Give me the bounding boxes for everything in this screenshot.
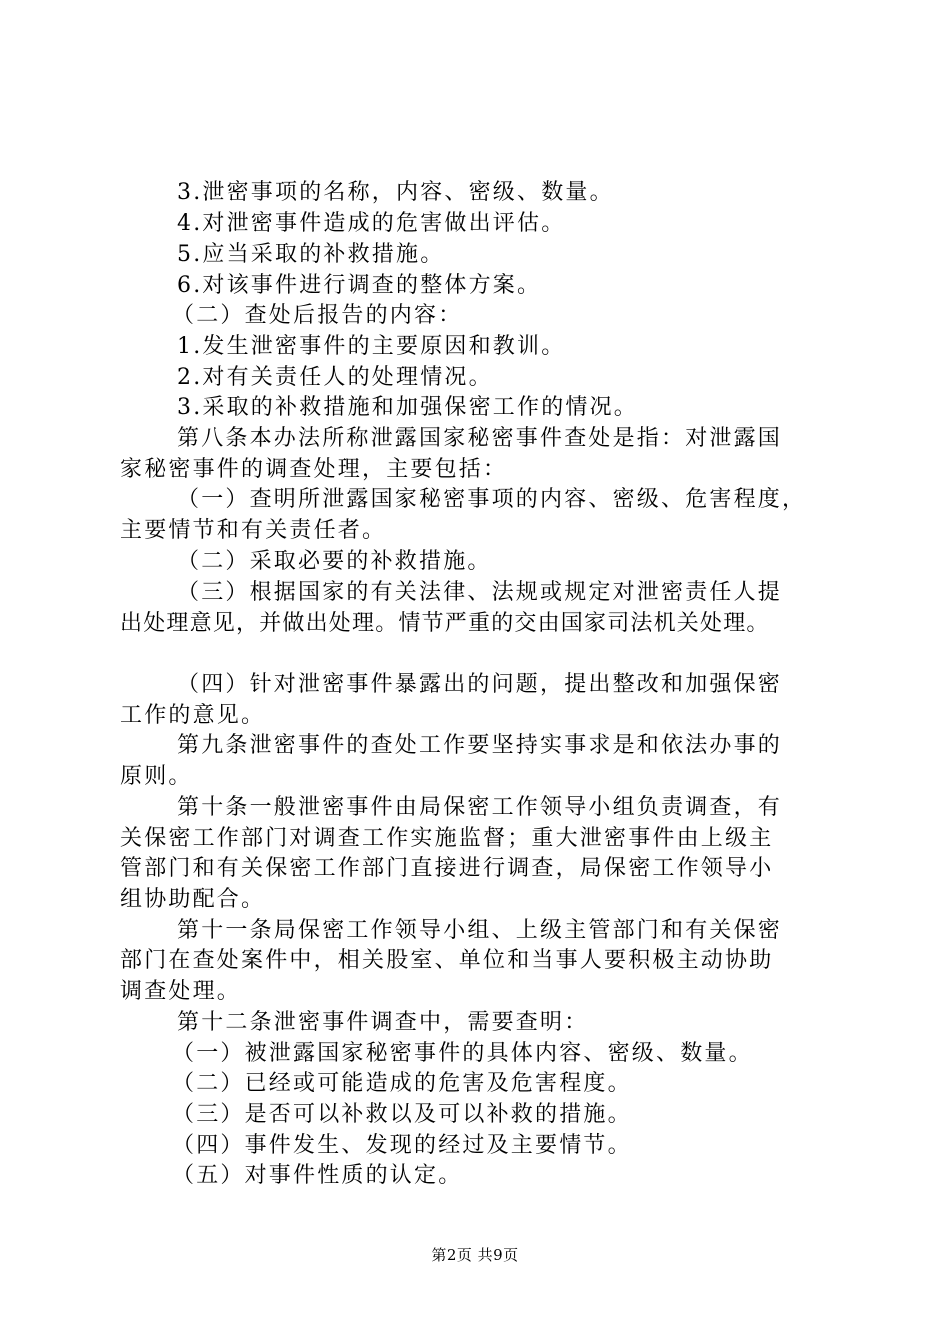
- text-line: （一）被泄露国家秘密事件的具体内容、密级、数量。: [172, 1041, 753, 1066]
- text-line: 调查处理。: [120, 979, 242, 1004]
- text-line: 组协助配合。: [120, 887, 266, 912]
- text-line: 家秘密事件的调查处理，主要包括：: [120, 457, 508, 482]
- text-line: （三）是否可以补救以及可以补救的措施。: [172, 1102, 632, 1127]
- text-line: 2.对有关责任人的处理情况。: [177, 365, 493, 390]
- text-line: （三）根据国家的有关法律、法规或规定对泄密责任人提: [177, 580, 783, 605]
- text-line: 原则。: [120, 764, 193, 789]
- text-line: 主要情节和有关责任者。: [120, 518, 387, 543]
- text-line: （五）对事件性质的认定。: [172, 1163, 463, 1188]
- text-line: 3.采取的补救措施和加强保密工作的情况。: [177, 395, 638, 420]
- text-line: 第十二条泄密事件调查中，需要查明：: [177, 1010, 589, 1035]
- text-line: 第九条泄密事件的查处工作要坚持实事求是和依法办事的: [177, 733, 783, 758]
- text-line: 5.应当采取的补救措施。: [177, 242, 445, 267]
- text-line: （二）采取必要的补救措施。: [177, 549, 492, 574]
- text-line: （二）查处后报告的内容：: [172, 303, 463, 328]
- text-line: （二）已经或可能造成的危害及危害程度。: [172, 1071, 632, 1096]
- text-line: 工作的意见。: [120, 703, 266, 728]
- text-line: 第十条一般泄密事件由局保密工作领导小组负责调查，有: [177, 795, 783, 820]
- text-line: （四）事件发生、发现的经过及主要情节。: [172, 1133, 632, 1158]
- text-line: （一）查明所泄露国家秘密事项的内容、密级、危害程度，: [177, 487, 807, 512]
- text-line: 6.对该事件进行调查的整体方案。: [177, 273, 542, 298]
- page-number-footer: 第2页 共9页: [431, 1246, 519, 1264]
- text-line: （四）针对泄密事件暴露出的问题，提出整改和加强保密: [177, 672, 783, 697]
- text-line: 4.对泄密事件造成的危害做出评估。: [177, 211, 566, 236]
- text-line: 关保密工作部门对调查工作实施监督；重大泄密事件由上级主: [120, 826, 774, 851]
- text-line: 第八条本办法所称泄露国家秘密事件查处是指：对泄露国: [177, 426, 783, 451]
- text-line: 第十一条局保密工作领导小组、上级主管部门和有关保密: [177, 918, 783, 943]
- text-line: 部门在查处案件中，相关股室、单位和当事人要积极主动协助: [120, 948, 774, 973]
- text-line: 管部门和有关保密工作部门直接进行调查，局保密工作领导小: [120, 856, 774, 881]
- text-line: 3.泄密事项的名称，内容、密级、数量。: [177, 180, 614, 205]
- text-line: 出处理意见，并做出处理。情节严重的交由国家司法机关处理。: [120, 611, 770, 636]
- text-line: 1.发生泄密事件的主要原因和教训。: [177, 334, 566, 359]
